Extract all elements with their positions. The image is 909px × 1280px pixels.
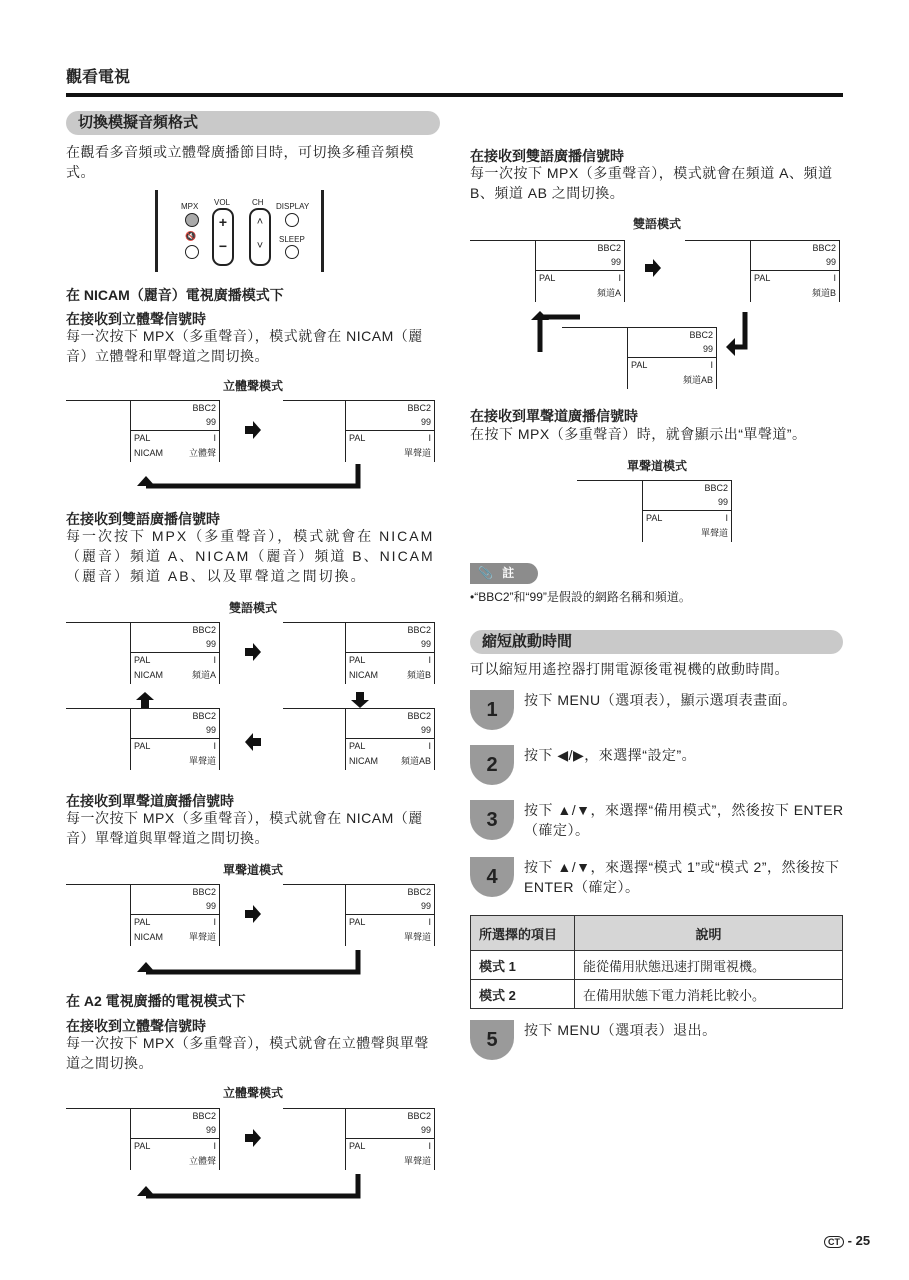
nicam-label: NICAM: [349, 670, 378, 680]
channel-number: 99: [205, 1125, 216, 1135]
color-system: PAL: [539, 273, 556, 283]
audio-mode: 頻道AB: [682, 375, 713, 385]
station-name: BBC2: [689, 330, 713, 340]
arrow-right-icon: [245, 421, 261, 439]
color-system: PAL: [134, 741, 151, 751]
osd-screen: [535, 240, 625, 302]
sleep-label: SLEEP: [279, 235, 305, 244]
color-system: PAL: [646, 513, 663, 523]
arrow-right-icon: [245, 905, 261, 923]
sound-system: I: [213, 917, 216, 927]
channel-rocker[interactable]: ˄ ˅: [249, 208, 271, 266]
startup-intro: 可以縮短用遙控器打開電源後電視機的啟動時間。: [470, 661, 789, 677]
step-number-badge: 5: [470, 1020, 514, 1060]
audio-mode: 頻道A: [596, 288, 621, 298]
channel-number: 99: [205, 901, 216, 911]
audio-mode: 單聲道: [188, 756, 216, 766]
page-header: 觀看電視: [66, 69, 131, 86]
mute-icon: 🔇: [185, 231, 197, 241]
diagram-title: 雙語模式: [228, 601, 277, 615]
channel-number: 99: [420, 901, 431, 911]
step-number-badge: 1: [470, 690, 514, 730]
osd-screen: [345, 1108, 435, 1170]
osd-screen: [130, 1108, 220, 1170]
dual-heading: 在接收到雙語廣播信號時: [66, 511, 220, 527]
audio-mode: 立體聲: [188, 1156, 216, 1166]
return-arrow-head-icon: [137, 962, 155, 972]
section-title-startup: 縮短啟動時間: [470, 630, 843, 654]
station-name: BBC2: [192, 887, 216, 897]
diagram-title: 立體聲模式: [222, 1086, 283, 1100]
audio-mode: 頻道A: [191, 670, 216, 680]
arrow-left-icon: [726, 338, 735, 356]
display-label: DISPLAY: [276, 202, 310, 211]
return-arrow-head-icon: [137, 476, 155, 486]
step-text: 按下 ▲/▼，來選擇“備用模式”，然後按下 ENTER（確定）。: [524, 802, 844, 838]
paperclip-icon: 📎: [478, 566, 493, 580]
table-cell: 能從備用狀態迅速打開電視機。: [575, 951, 843, 980]
color-system: PAL: [134, 433, 151, 443]
station-name: BBC2: [407, 625, 431, 635]
color-system: PAL: [134, 1141, 151, 1151]
station-name: BBC2: [407, 887, 431, 897]
page-footer: CT - 25: [824, 1233, 870, 1248]
mono-text: 每一次按下 MPX（多重聲音），模式就會在 NICAM（麗音）單聲道與單聲道之間切換。: [66, 810, 423, 846]
audio-mode: 單聲道: [403, 448, 431, 458]
return-arrow: [146, 464, 358, 486]
diagram-title: 單聲道模式: [626, 459, 687, 473]
channel-number: 99: [702, 344, 713, 354]
right-mono-heading: 在接收到單聲道廣播信號時: [470, 408, 638, 424]
channel-number: 99: [420, 417, 431, 427]
right-mono-text: 在按下 MPX（多重聲音）時，就會顯示出“單聲道”。: [470, 426, 807, 442]
sound-system: I: [833, 273, 836, 283]
step-number-badge: 2: [470, 745, 514, 785]
channel-number: 99: [205, 417, 216, 427]
diagram-title: 立體聲模式: [222, 379, 283, 393]
sound-system: I: [618, 273, 621, 283]
audio-mode: 單聲道: [700, 528, 728, 538]
osd-screen: [130, 622, 220, 684]
section-title-audio: 切換模擬音頻格式: [66, 111, 440, 135]
column-header: 所選擇的項目: [471, 916, 575, 951]
note-text: •“BBC2”和“99”是假設的網路名稱和頻道。: [470, 590, 691, 604]
audio-mode: 頻道AB: [400, 756, 431, 766]
dual-text: 每一次按下 MPX（多重聲音），模式就會在 NICAM（麗音）頻道 A、NICAM（麗音）頻道 B、NICAM（麗音）頻道 AB、以及單聲道之間切換。: [66, 528, 435, 584]
osd-screen: [750, 240, 840, 302]
arrow-right-icon: [245, 1129, 261, 1147]
station-name: BBC2: [192, 1111, 216, 1121]
station-name: BBC2: [407, 711, 431, 721]
return-arrow: [540, 317, 580, 352]
sound-system: I: [428, 917, 431, 927]
osd-screen: [345, 708, 435, 770]
station-name: BBC2: [192, 711, 216, 721]
sound-system: I: [725, 513, 728, 523]
arrow-right-icon: [245, 643, 261, 661]
ch-label: CH: [252, 198, 264, 207]
sound-system: I: [213, 655, 216, 665]
sound-system: I: [428, 1141, 431, 1151]
nicam-heading: 在 NICAM（麗音）電視廣播模式下: [66, 287, 284, 303]
color-system: PAL: [134, 917, 151, 927]
color-system: PAL: [349, 917, 366, 927]
sound-system: I: [428, 655, 431, 665]
step-text: 按下 ◀/▶，來選擇“設定”。: [524, 747, 697, 763]
station-name: BBC2: [192, 403, 216, 413]
table-cell: 在備用狀態下電力消耗比較小。: [575, 980, 843, 1009]
station-name: BBC2: [192, 625, 216, 635]
osd-screen: [642, 480, 732, 542]
osd-screen: [130, 708, 220, 770]
sound-system: I: [710, 360, 713, 370]
column-header: 說明: [575, 916, 843, 951]
osd-screen: [345, 622, 435, 684]
right-dual-heading: 在接收到雙語廣播信號時: [470, 148, 624, 164]
audio-mode: 頻道B: [811, 288, 836, 298]
audio-mode: 單聲道: [403, 932, 431, 942]
page-number: 25: [855, 1233, 871, 1248]
step-text: 按下 ▲/▼，來選擇“模式 1”或“模式 2”，然後按下 ENTER（確定）。: [524, 859, 840, 895]
sound-system: I: [428, 433, 431, 443]
stereo-text: 每一次按下 MPX（多重聲音），模式就會在 NICAM（麗音）立體聲和單聲道之間切換。: [66, 328, 423, 364]
table-cell: 模式 1: [471, 951, 575, 980]
station-name: BBC2: [812, 243, 836, 253]
station-name: BBC2: [704, 483, 728, 493]
nicam-label: NICAM: [134, 932, 163, 942]
a2-heading: 在 A2 電視廣播的電視模式下: [66, 993, 246, 1009]
return-arrow: [146, 1174, 358, 1196]
note-label: 註: [502, 566, 515, 580]
station-name: BBC2: [407, 1111, 431, 1121]
osd-screen: [130, 884, 220, 946]
channel-number: 99: [825, 257, 836, 267]
osd-screen: [345, 884, 435, 946]
table-cell: 模式 2: [471, 980, 575, 1009]
nicam-label: NICAM: [134, 448, 163, 458]
step-number-badge: 4: [470, 857, 514, 897]
station-name: BBC2: [407, 403, 431, 413]
a2-stereo-text: 每一次按下 MPX（多重聲音），模式就會在立體聲與單聲道之間切換。: [66, 1035, 429, 1071]
nicam-label: NICAM: [349, 756, 378, 766]
sound-system: I: [213, 741, 216, 751]
color-system: PAL: [349, 433, 366, 443]
channel-number: 99: [420, 1125, 431, 1135]
return-arrow-head-icon: [137, 1186, 155, 1196]
stereo-heading: 在接收到立體聲信號時: [66, 311, 206, 327]
nicam-label: NICAM: [134, 670, 163, 680]
mpx-label: MPX: [181, 202, 199, 211]
channel-number: 99: [205, 725, 216, 735]
diagram-title: 單聲道模式: [222, 863, 283, 877]
audio-mode: 頻道B: [406, 670, 431, 680]
color-system: PAL: [349, 655, 366, 665]
color-system: PAL: [349, 741, 366, 751]
arrow-right-icon: [645, 259, 661, 277]
vol-label: VOL: [214, 198, 231, 207]
return-arrow: [146, 950, 358, 972]
audio-mode: 立體聲: [188, 448, 216, 458]
sound-system: I: [428, 741, 431, 751]
color-system: PAL: [349, 1141, 366, 1151]
intro-text: 在觀看多音頻或立體聲廣播節目時，可切換多種音頻模式。: [66, 144, 414, 180]
right-dual-text: 每一次按下 MPX（多重聲音），模式就會在頻道 A、頻道 B、頻道 AB 之間切換。: [470, 165, 833, 201]
audio-mode: 單聲道: [188, 932, 216, 942]
channel-number: 99: [420, 725, 431, 735]
channel-number: 99: [205, 639, 216, 649]
channel-number: 99: [610, 257, 621, 267]
step-text: 按下 MENU（選項表）退出。: [524, 1022, 717, 1038]
channel-number: 99: [420, 639, 431, 649]
audio-mode: 單聲道: [403, 1156, 431, 1166]
arrow-down-icon: [351, 692, 369, 708]
region-badge: CT: [824, 1236, 844, 1248]
osd-screen: [345, 400, 435, 462]
color-system: PAL: [134, 655, 151, 665]
step-text: 按下 MENU（選項表），顯示選項表畫面。: [524, 692, 797, 708]
mono-heading: 在接收到單聲道廣播信號時: [66, 793, 234, 809]
volume-rocker[interactable]: + −: [212, 208, 234, 266]
step-number-badge: 3: [470, 800, 514, 840]
return-arrow: [735, 312, 745, 347]
osd-screen: [130, 400, 220, 462]
a2-stereo-heading: 在接收到立體聲信號時: [66, 1018, 206, 1034]
sound-system: I: [213, 1141, 216, 1151]
arrow-up-icon: [136, 692, 154, 708]
osd-screen: [627, 327, 717, 389]
color-system: PAL: [631, 360, 648, 370]
sound-system: I: [213, 433, 216, 443]
channel-number: 99: [717, 497, 728, 507]
station-name: BBC2: [597, 243, 621, 253]
color-system: PAL: [754, 273, 771, 283]
diagram-title: 雙語模式: [632, 217, 681, 231]
arrow-left-icon: [245, 733, 261, 751]
